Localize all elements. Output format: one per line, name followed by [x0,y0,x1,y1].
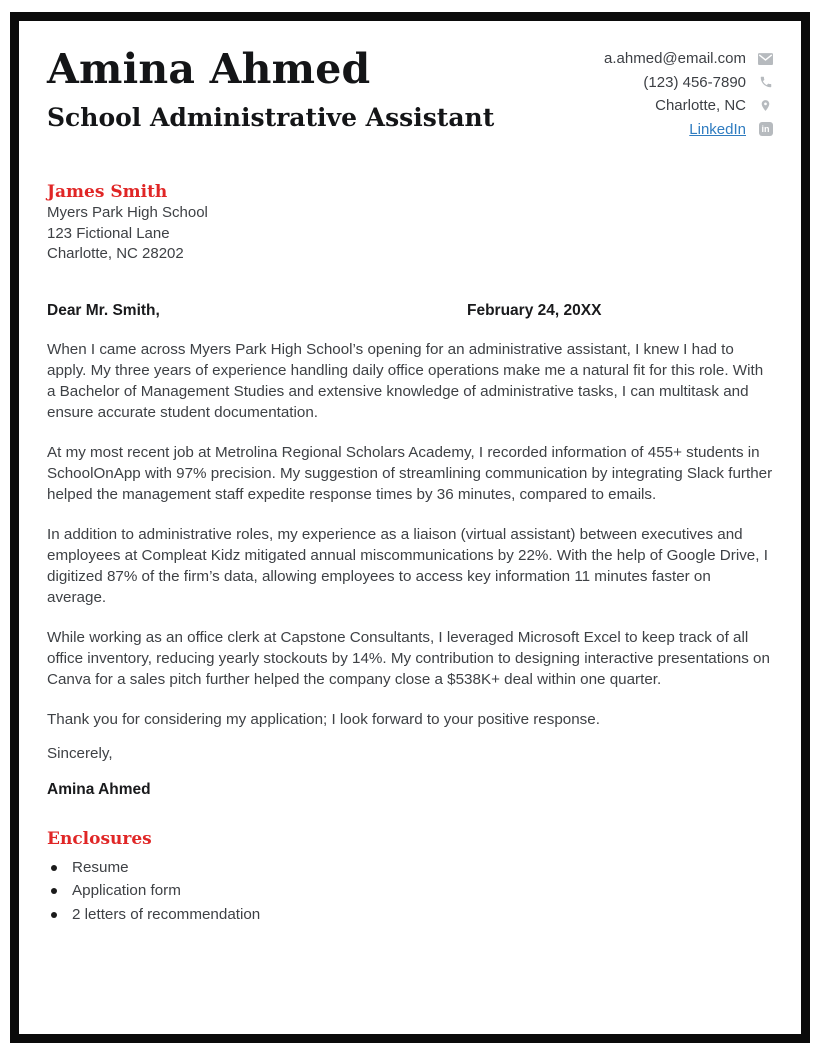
phone-icon [758,75,773,89]
phone-text: (123) 456-7890 [643,73,746,91]
recipient-organization: Myers Park High School [47,204,208,221]
location-text: Charlotte, NC [655,97,746,115]
recipient-city: Charlotte, NC 28202 [47,245,184,262]
salutation: Dear Mr. Smith, [47,301,160,319]
applicant-job-title: School Administrative Assistant [47,103,495,132]
body-paragraph-4: While working as an office clerk at Capstone Consultants, I leveraged Microsoft Excel to keep track of all office inventory, reducing yearly stockouts by 14%. My contribution to designing interactive presentations on Canva for a sales pitch further helped the company close a $538K+ deal within one quarter. [47,628,770,688]
salutation-row [47,301,773,321]
applicant-name: Amina Ahmed [47,45,371,93]
recipient-name: James Smith [47,182,168,202]
letter-date: February 24, 20XX [467,301,602,319]
enclosure-item-label: 2 letters of recommendation [72,905,261,923]
body-paragraph-2: At my most recent job at Metrolina Regional Scholars Academy, I recorded information of 455+ students in SchoolOnApp with 97% precision. My suggestion of streamlining communication by integrating Slack further helped the management staff expedite response times by 36 minutes, compared to emails. [47,443,773,503]
enclosure-list [47,856,773,927]
body-paragraph-3: In addition to administrative roles, my experience as a liaison (virtual assistant) between executives and employees at Compleat Kidz mitigated annual miscommunications by 22%. With the help of Google Drive, I digitized 87% of the firm’s data, allowing employees to access key information 11 minutes faster on average. [47,525,768,606]
enclosure-item-resume [47,856,773,880]
enclosures-heading: Enclosures [47,828,152,849]
contact-row-location [604,94,773,118]
enclosure-item-label: Resume [72,858,129,876]
cover-letter-content [19,21,801,926]
contact-row-email [604,47,773,71]
closing-signoff: Sincerely, [47,744,113,762]
linkedin-icon: in [758,122,773,136]
enclosure-item-application-form [47,879,773,903]
location-pin-icon [758,98,773,113]
contact-row-phone [604,71,773,95]
closing-thanks: Thank you for considering my application; I look forward to your positive response. [47,710,600,728]
name-block [47,47,604,141]
envelope-icon [758,53,773,65]
enclosure-item-label: Application form [72,882,181,899]
body-paragraph-1: When I came across Myers Park High School’s opening for an administrative assistant, I knew I had to apply. My three years of experience handling daily office operations make me a natural fit for this role. With a Bachelor of Management Studies and extensive knowledge of administrative tasks, I can multitask and ensure accurate student documentation. [47,340,764,421]
recipient-block [47,181,773,265]
contact-row-linkedin [604,118,773,142]
email-text: a.ahmed@email.com [604,50,746,68]
enclosure-item-recommendation-letters [47,903,773,927]
letter-header [47,47,773,141]
signature-name: Amina Ahmed [47,780,151,798]
recipient-street: 123 Fictional Lane [47,224,170,242]
contact-block [604,47,773,141]
page-border-frame [10,12,810,1043]
linkedin-link[interactable]: LinkedIn [689,120,746,138]
